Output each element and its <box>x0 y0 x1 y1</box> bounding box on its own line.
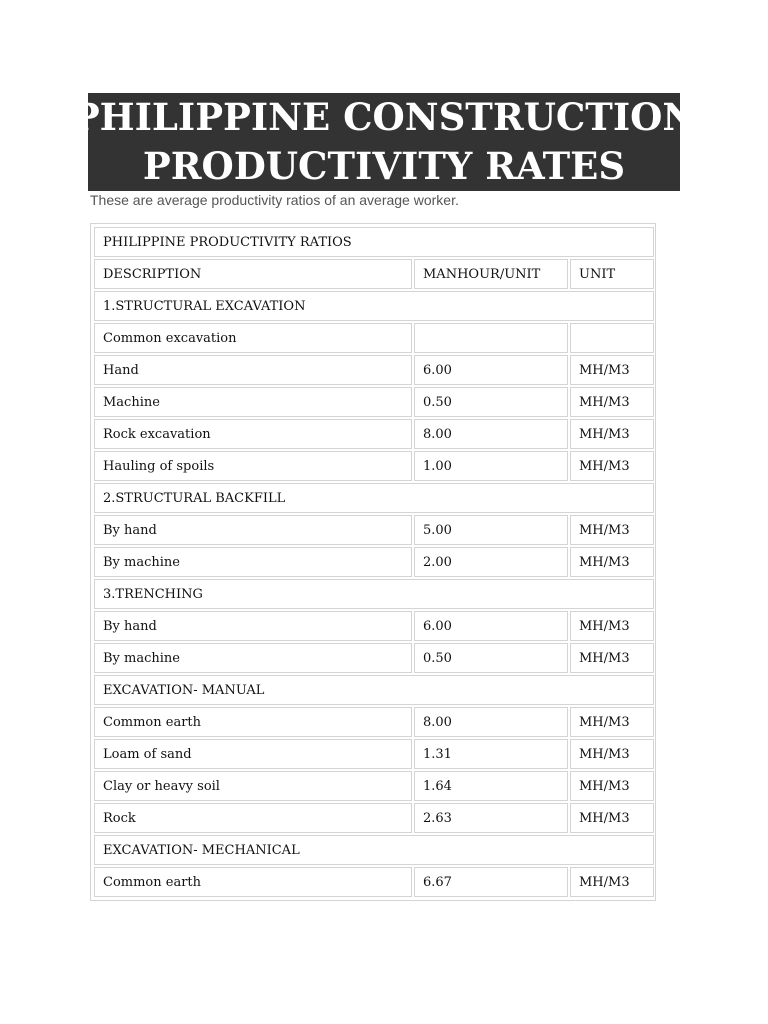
table-row <box>94 643 654 673</box>
title-banner <box>71 93 697 191</box>
table-section-row <box>94 835 654 865</box>
cell-manhour-unit: 2.00 <box>414 547 568 577</box>
cell-description: By hand <box>94 515 412 545</box>
section-label: 1.STRUCTURAL EXCAVATION <box>94 291 654 321</box>
cell-manhour-unit: 8.00 <box>414 707 568 737</box>
section-label: 3.TRENCHING <box>94 579 654 609</box>
cell-manhour-unit: 8.00 <box>414 419 568 449</box>
cell-description: Machine <box>94 387 412 417</box>
page-subtitle: These are average productivity ratios of an average worker. <box>90 192 459 208</box>
table-row <box>94 387 654 417</box>
cell-unit: MH/M3 <box>570 611 654 641</box>
table-header-row <box>94 259 654 289</box>
table-body <box>94 227 654 897</box>
cell-manhour-unit: 6.67 <box>414 867 568 897</box>
cell-unit: MH/M3 <box>570 739 654 769</box>
table-row <box>94 771 654 801</box>
cell-description: Hauling of spoils <box>94 451 412 481</box>
table-row <box>94 739 654 769</box>
cell-unit: MH/M3 <box>570 451 654 481</box>
cell-unit: MH/M3 <box>570 355 654 385</box>
cell-manhour-unit: 6.00 <box>414 355 568 385</box>
cell-description: Common earth <box>94 707 412 737</box>
cell-description: Common earth <box>94 867 412 897</box>
cell-unit: MH/M3 <box>570 419 654 449</box>
cell-unit: MH/M3 <box>570 771 654 801</box>
cell-manhour-unit: 1.31 <box>414 739 568 769</box>
section-label: EXCAVATION- MANUAL <box>94 675 654 705</box>
table-row <box>94 707 654 737</box>
cell-manhour-unit <box>414 323 568 353</box>
cell-unit: MH/M3 <box>570 387 654 417</box>
productivity-table <box>92 225 656 899</box>
productivity-table-container <box>90 223 656 901</box>
cell-description: Rock excavation <box>94 419 412 449</box>
page-title-line-1: PHILIPPINE CONSTRUCTION <box>71 95 697 139</box>
cell-manhour-unit: 0.50 <box>414 387 568 417</box>
table-row <box>94 803 654 833</box>
section-label: 2.STRUCTURAL BACKFILL <box>94 483 654 513</box>
cell-manhour-unit: 2.63 <box>414 803 568 833</box>
cell-unit: MH/M3 <box>570 707 654 737</box>
cell-description: Clay or heavy soil <box>94 771 412 801</box>
table-row <box>94 323 654 353</box>
cell-description: By hand <box>94 611 412 641</box>
cell-unit: MH/M3 <box>570 515 654 545</box>
cell-manhour-unit: 6.00 <box>414 611 568 641</box>
table-row <box>94 867 654 897</box>
cell-description: Rock <box>94 803 412 833</box>
table-caption: PHILIPPINE PRODUCTIVITY RATIOS <box>94 227 654 257</box>
cell-manhour-unit: 1.00 <box>414 451 568 481</box>
cell-unit: MH/M3 <box>570 803 654 833</box>
header-manhour-unit: MANHOUR/UNIT <box>414 259 568 289</box>
cell-unit: MH/M3 <box>570 643 654 673</box>
cell-description: By machine <box>94 643 412 673</box>
cell-unit: MH/M3 <box>570 867 654 897</box>
page-title-line-2: PRODUCTIVITY RATES <box>142 144 626 188</box>
table-section-row <box>94 675 654 705</box>
table-row <box>94 515 654 545</box>
cell-unit: MH/M3 <box>570 547 654 577</box>
cell-manhour-unit: 5.00 <box>414 515 568 545</box>
table-caption-row <box>94 227 654 257</box>
table-row <box>94 419 654 449</box>
table-row <box>94 355 654 385</box>
cell-description: By machine <box>94 547 412 577</box>
cell-description: Hand <box>94 355 412 385</box>
section-label: EXCAVATION- MECHANICAL <box>94 835 654 865</box>
cell-unit <box>570 323 654 353</box>
table-section-row <box>94 483 654 513</box>
cell-manhour-unit: 0.50 <box>414 643 568 673</box>
header-description: DESCRIPTION <box>94 259 412 289</box>
header-unit: UNIT <box>570 259 654 289</box>
table-row <box>94 547 654 577</box>
cell-description: Common excavation <box>94 323 412 353</box>
table-row <box>94 451 654 481</box>
cell-manhour-unit: 1.64 <box>414 771 568 801</box>
table-section-row <box>94 579 654 609</box>
table-row <box>94 611 654 641</box>
cell-description: Loam of sand <box>94 739 412 769</box>
table-section-row <box>94 291 654 321</box>
